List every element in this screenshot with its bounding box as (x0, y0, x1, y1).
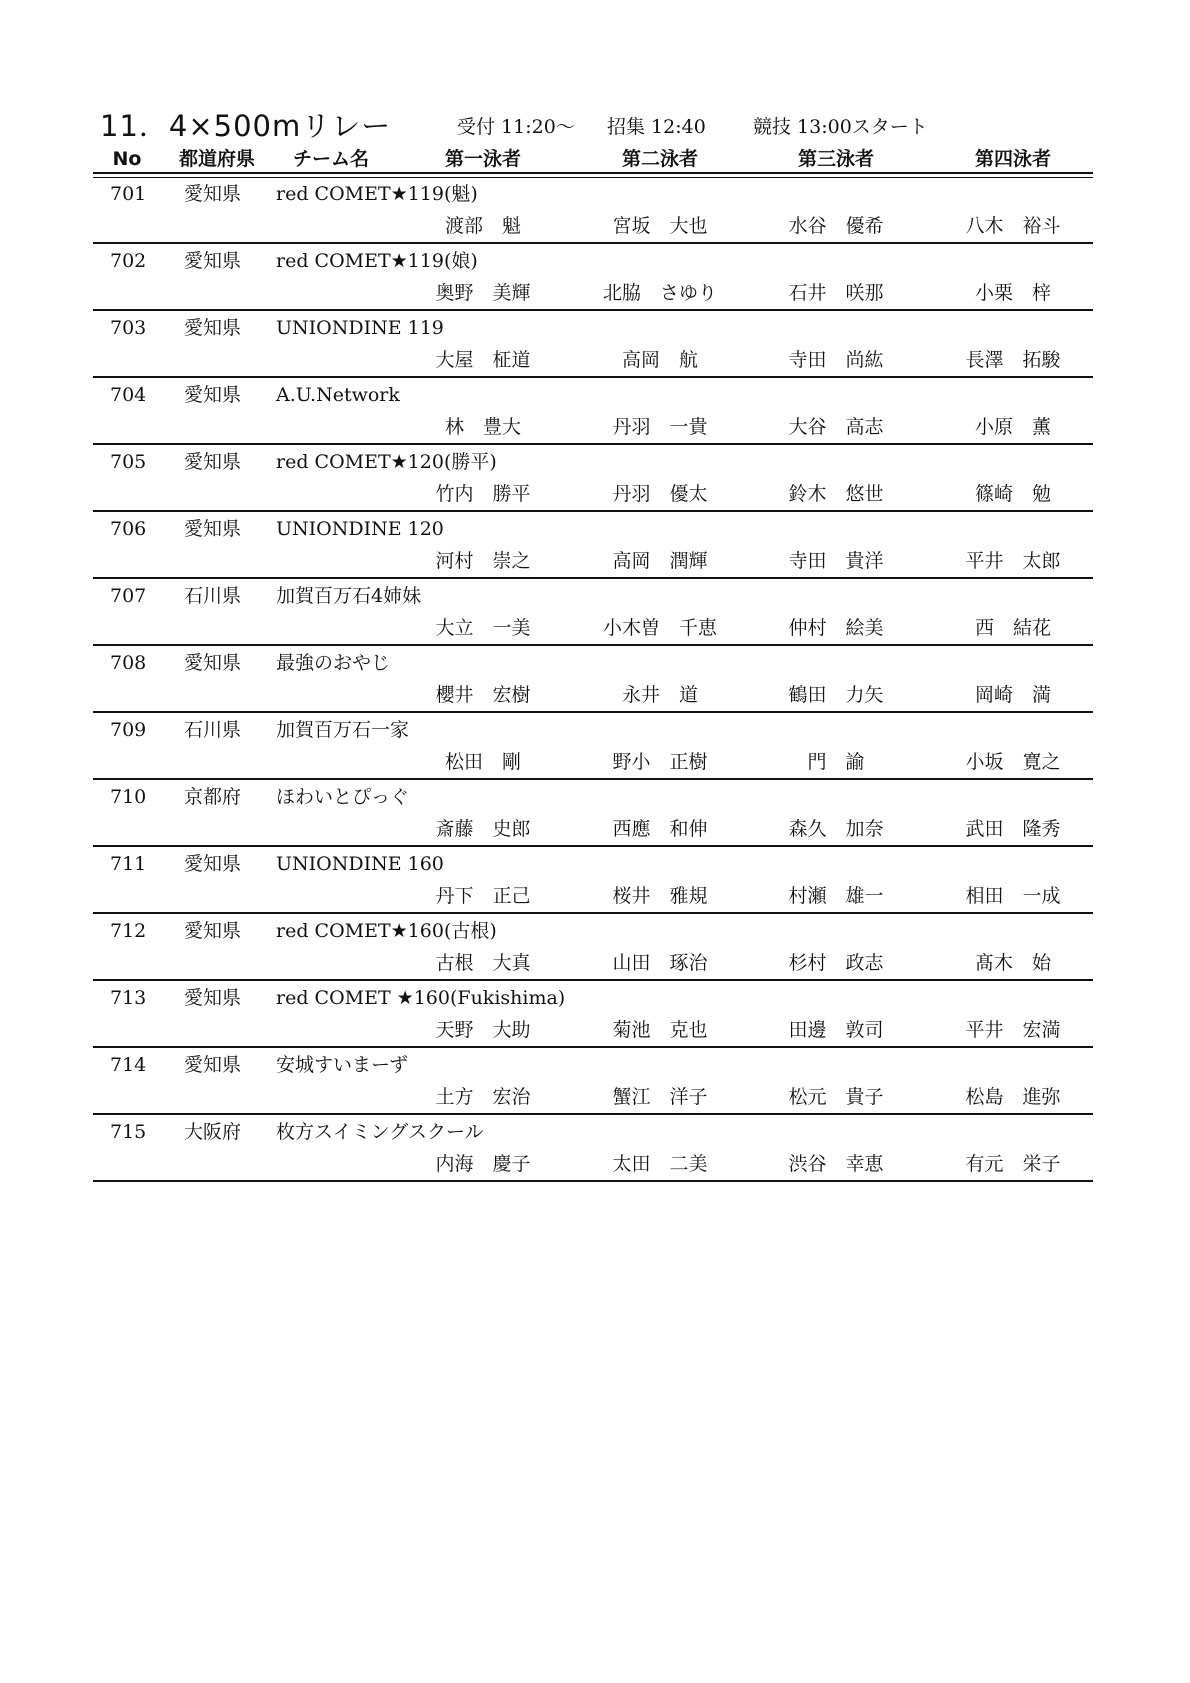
swimmer-1-name: 内海 慶子 (435, 1153, 531, 1175)
swimmer-3-name: 渋谷 幸恵 (788, 1153, 884, 1175)
entry-team-name: A.U.Network (276, 384, 400, 406)
header-no: No (112, 148, 142, 170)
entry-prefecture: 愛知県 (184, 518, 242, 540)
swimmer-1-name: 斎藤 史郎 (435, 818, 531, 840)
swimmer-1-name: 土方 宏治 (435, 1086, 531, 1108)
event-title: 11．4×500mリレー (100, 109, 392, 143)
reception-time: 受付 11:20～ (457, 116, 575, 138)
entry-prefecture: 大阪府 (184, 1121, 242, 1143)
swimmer-3-name: 森久 加奈 (788, 818, 884, 840)
swimmer-3-name: 寺田 貴洋 (788, 550, 884, 572)
table-row (93, 981, 1093, 1048)
entry-team-name: ほわいとぴっぐ (276, 786, 410, 808)
entry-prefecture: 石川県 (184, 719, 242, 741)
entry-number: 710 (110, 786, 147, 808)
swimmer-1-name: 林 豊大 (444, 416, 522, 438)
entry-prefecture: 愛知県 (184, 250, 242, 272)
swimmer-3-name: 水谷 優希 (788, 215, 884, 237)
table-row (93, 914, 1093, 981)
swimmer-4-name: 松島 進弥 (965, 1086, 1061, 1108)
swimmer-1-name: 竹内 勝平 (435, 483, 531, 505)
table-row (93, 713, 1093, 780)
swimmer-3-name: 寺田 尚紘 (788, 349, 884, 371)
call-time: 招集 12:40 (607, 116, 706, 138)
swimmer-3-name: 松元 貴子 (788, 1086, 884, 1108)
swimmer-3-name: 田邊 敦司 (788, 1019, 884, 1041)
swimmer-1-name: 松田 剛 (444, 751, 522, 773)
swimmer-3-name: 大谷 高志 (788, 416, 884, 438)
entry-prefecture: 愛知県 (184, 451, 242, 473)
swimmer-1-name: 大立 一美 (435, 617, 531, 639)
swimmer-1-name: 古根 大真 (435, 952, 531, 974)
entry-number: 708 (110, 652, 147, 674)
swimmer-2-name: 山田 琢治 (612, 952, 708, 974)
entry-prefecture: 愛知県 (184, 1054, 242, 1076)
swimmer-4-name: 武田 隆秀 (965, 818, 1061, 840)
entry-team-name: red COMET ★160(Fukishima) (276, 987, 566, 1009)
entry-prefecture: 愛知県 (184, 652, 242, 674)
swimmer-4-name: 平井 宏満 (965, 1019, 1061, 1041)
entry-number: 705 (110, 451, 147, 473)
swimmer-1-name: 丹下 正己 (435, 885, 531, 907)
swimmer-3-name: 鶴田 力矢 (788, 684, 884, 706)
entry-prefecture: 石川県 (184, 585, 242, 607)
table-row (93, 646, 1093, 713)
swimmer-4-name: 有元 栄子 (965, 1153, 1061, 1175)
swimmer-1-name: 大屋 柾道 (435, 349, 531, 371)
swimmer-2-name: 菊池 克也 (612, 1019, 708, 1041)
entry-team-name: red COMET★120(勝平) (276, 451, 497, 473)
swimmer-2-name: 北脇 さゆり (602, 282, 718, 304)
swimmer-3-name: 石井 咲那 (788, 282, 884, 304)
entry-number: 702 (110, 250, 147, 272)
swimmer-2-name: 高岡 潤輝 (612, 550, 708, 572)
table-row (93, 311, 1093, 378)
swimmer-2-name: 丹羽 一貴 (612, 416, 708, 438)
table-row (93, 378, 1093, 445)
entry-prefecture: 愛知県 (184, 920, 242, 942)
entry-team-name: UNIONDINE 160 (276, 853, 444, 875)
table-row (93, 177, 1093, 244)
swimmer-2-name: 桜井 雅規 (612, 885, 708, 907)
entry-number: 709 (110, 719, 147, 741)
swimmer-4-name: 八木 裕斗 (965, 215, 1061, 237)
swimmer-4-name: 髙木 始 (974, 952, 1052, 974)
swimmer-4-name: 岡崎 満 (974, 684, 1052, 706)
entry-number: 704 (110, 384, 147, 406)
entry-team-name: UNIONDINE 119 (276, 317, 444, 339)
header-swimmer1: 第一泳者 (444, 148, 522, 170)
table-row (93, 244, 1093, 311)
swimmer-1-name: 河村 崇之 (435, 550, 531, 572)
swimmer-4-name: 平井 太郎 (965, 550, 1061, 572)
table-row (93, 512, 1093, 579)
swimmer-2-name: 宮坂 大也 (612, 215, 708, 237)
swimmer-2-name: 野小 正樹 (612, 751, 708, 773)
swimmer-3-name: 鈴木 悠世 (788, 483, 884, 505)
entry-number: 713 (110, 987, 147, 1009)
swimmer-1-name: 天野 大助 (435, 1019, 531, 1041)
swimmer-2-name: 小木曽 千恵 (602, 617, 718, 639)
table-row (93, 579, 1093, 646)
swimmer-3-name: 杉村 政志 (788, 952, 884, 974)
entry-number: 712 (110, 920, 147, 942)
swimmer-1-name: 櫻井 宏樹 (435, 684, 531, 706)
entry-team-name: 最強のおやじ (276, 652, 391, 674)
swimmer-4-name: 小栗 梓 (974, 282, 1052, 304)
entry-number: 706 (110, 518, 147, 540)
table-row (93, 1048, 1093, 1115)
swimmer-2-name: 太田 二美 (612, 1153, 708, 1175)
swimmer-2-name: 永井 道 (621, 684, 699, 706)
swimmer-4-name: 西 結花 (974, 617, 1052, 639)
swimmer-3-name: 門 諭 (807, 751, 865, 773)
table-row (93, 780, 1093, 847)
header-swimmer3: 第三泳者 (797, 148, 875, 170)
entry-team-name: red COMET★160(古根) (276, 920, 497, 942)
header-swimmer4: 第四泳者 (974, 148, 1052, 170)
start-time: 競技 13:00スタート (753, 116, 928, 138)
entry-prefecture: 愛知県 (184, 384, 242, 406)
swimmer-4-name: 長澤 拓駿 (965, 349, 1061, 371)
swimmer-4-name: 篠崎 勉 (974, 483, 1052, 505)
swimmer-4-name: 小原 薫 (974, 416, 1052, 438)
entry-number: 707 (110, 585, 147, 607)
header-team: チーム名 (292, 148, 370, 170)
entry-team-name: 加賀百万石一家 (276, 719, 410, 741)
swimmer-4-name: 小坂 寛之 (965, 751, 1061, 773)
swimmer-1-name: 渡部 魁 (444, 215, 522, 237)
entry-team-name: red COMET★119(魁) (276, 183, 478, 205)
entry-team-name: 枚方スイミングスクール (276, 1121, 484, 1143)
entry-team-name: red COMET★119(娘) (276, 250, 478, 272)
swimmer-4-name: 相田 一成 (965, 885, 1061, 907)
entry-number: 714 (110, 1054, 147, 1076)
swimmer-2-name: 高岡 航 (621, 349, 699, 371)
swimmer-3-name: 村瀬 雄一 (788, 885, 884, 907)
swimmer-2-name: 丹羽 優太 (612, 483, 708, 505)
entry-prefecture: 愛知県 (184, 987, 242, 1009)
header-swimmer2: 第二泳者 (621, 148, 699, 170)
entry-team-name: 加賀百万石4姉妹 (276, 585, 422, 607)
entry-prefecture: 愛知県 (184, 183, 242, 205)
entry-team-name: 安城すいまーず (276, 1054, 409, 1076)
table-row (93, 445, 1093, 512)
header-prefecture: 都道府県 (178, 148, 256, 170)
table-header (93, 146, 1093, 174)
entry-number: 715 (110, 1121, 147, 1143)
entry-table-body (93, 177, 1093, 1182)
swimmer-2-name: 蟹江 洋子 (612, 1086, 708, 1108)
swimmer-3-name: 仲村 絵美 (788, 617, 884, 639)
entry-number: 711 (110, 853, 147, 875)
entry-prefecture: 京都府 (184, 786, 242, 808)
entry-prefecture: 愛知県 (184, 317, 242, 339)
entry-number: 701 (110, 183, 147, 205)
swimmer-1-name: 奥野 美輝 (435, 282, 531, 304)
entry-number: 703 (110, 317, 147, 339)
table-row (93, 847, 1093, 914)
table-row (93, 1115, 1093, 1182)
swimmer-2-name: 西應 和伸 (612, 818, 708, 840)
entry-prefecture: 愛知県 (184, 853, 242, 875)
entry-team-name: UNIONDINE 120 (276, 518, 444, 540)
